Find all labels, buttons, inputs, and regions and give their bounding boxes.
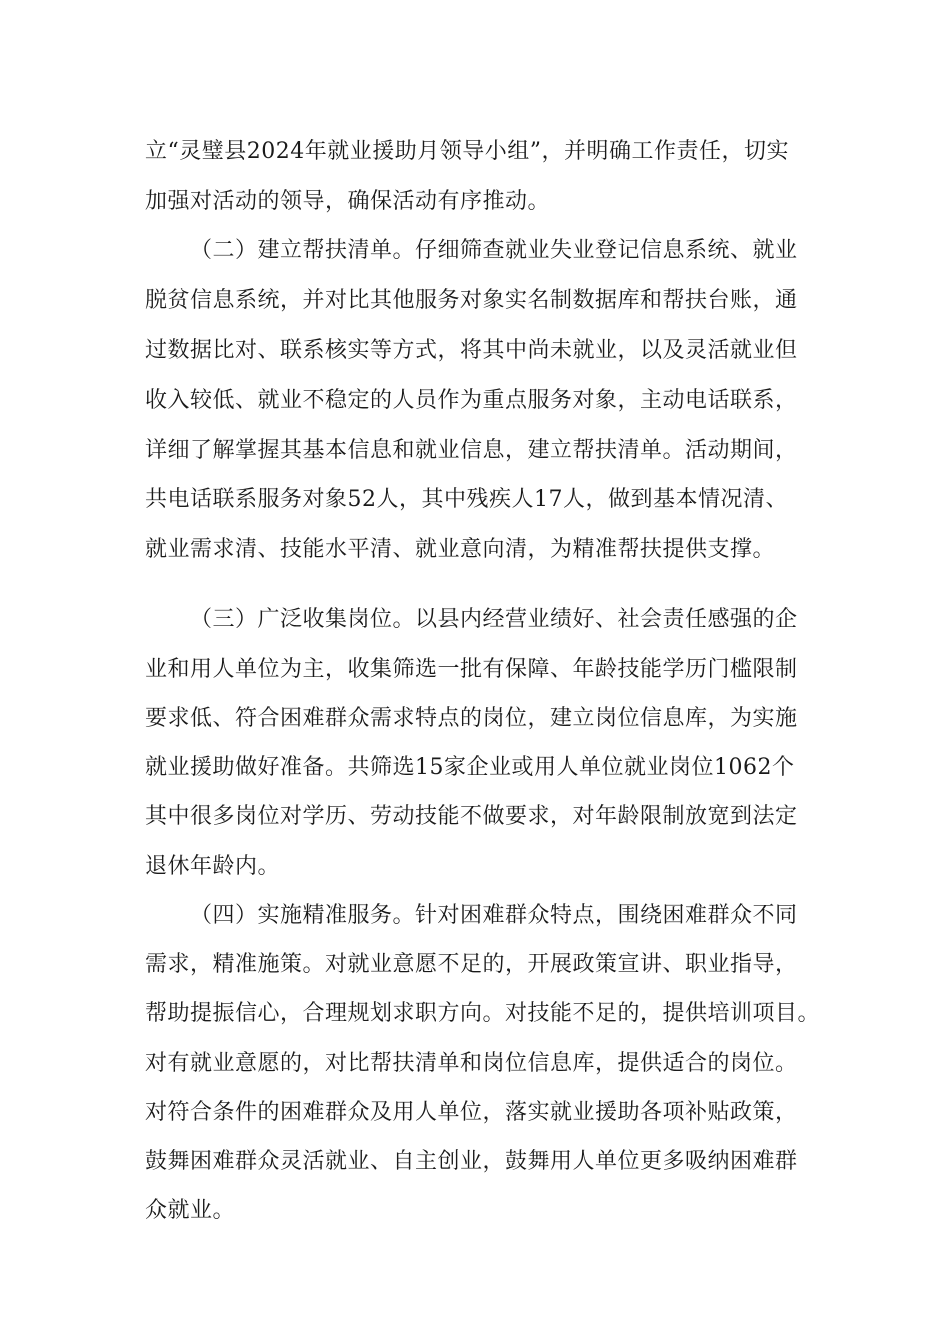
text-line: 对有就业意愿的，对比帮扶清单和岗位信息库，提供适合的岗位。 — [145, 1051, 798, 1076]
text-line: 详细了解掌握其基本信息和就业信息，建立帮扶清单。活动期间， — [145, 438, 798, 463]
text-line: 脱贫信息系统，并对比其他服务对象实名制数据库和帮扶台账，通 — [145, 288, 798, 313]
text-line: 其中很多岗位对学历、劳动技能不做要求，对年龄限制放宽到法定 — [145, 804, 798, 829]
text-line: 收入较低、就业不稳定的人员作为重点服务对象，主动电话联系， — [145, 388, 798, 413]
text-line: 立“灵璧县2024年就业援助月领导小组”，并明确工作责任，切实 — [145, 139, 789, 164]
text-line: 鼓舞困难群众灵活就业、自主创业，鼓舞用人单位更多吸纳困难群 — [145, 1149, 798, 1174]
text-line: 要求低、符合困难群众需求特点的岗位，建立岗位信息库，为实施 — [145, 706, 798, 731]
section-heading-line: （四）实施精准服务。针对困难群众特点，围绕困难群众不同 — [190, 903, 798, 928]
text-line: 业和用人单位为主，收集筛选一批有保障、年龄技能学历门槛限制 — [145, 657, 798, 682]
text-line: 加强对活动的领导，确保活动有序推动。 — [145, 189, 551, 214]
text-line: 就业援助做好准备。共筛选15家企业或用人单位就业岗位1062个 — [145, 755, 795, 780]
text-line: 退休年龄内。 — [145, 854, 281, 879]
text-line: 帮助提振信心，合理规划求职方向。对技能不足的，提供培训项目。 — [145, 1001, 821, 1026]
text-line: 众就业。 — [145, 1198, 236, 1223]
text-line: 对符合条件的困难群众及用人单位，落实就业援助各项补贴政策， — [145, 1100, 798, 1125]
text-line: 就业需求清、技能水平清、就业意向清，为精准帮扶提供支撑。 — [145, 537, 776, 562]
section-heading-line: （三）广泛收集岗位。以县内经营业绩好、社会责任感强的企 — [190, 607, 798, 632]
text-line: 需求，精准施策。对就业意愿不足的，开展政策宣讲、职业指导， — [145, 952, 798, 977]
section-heading-line: （二）建立帮扶清单。仔细筛查就业失业登记信息系统、就业 — [190, 238, 798, 263]
text-line: 共电话联系服务对象52人，其中残疾人17人，做到基本情况清、 — [145, 487, 788, 512]
text-line: 过数据比对、联系核实等方式，将其中尚未就业，以及灵活就业但 — [145, 338, 798, 363]
